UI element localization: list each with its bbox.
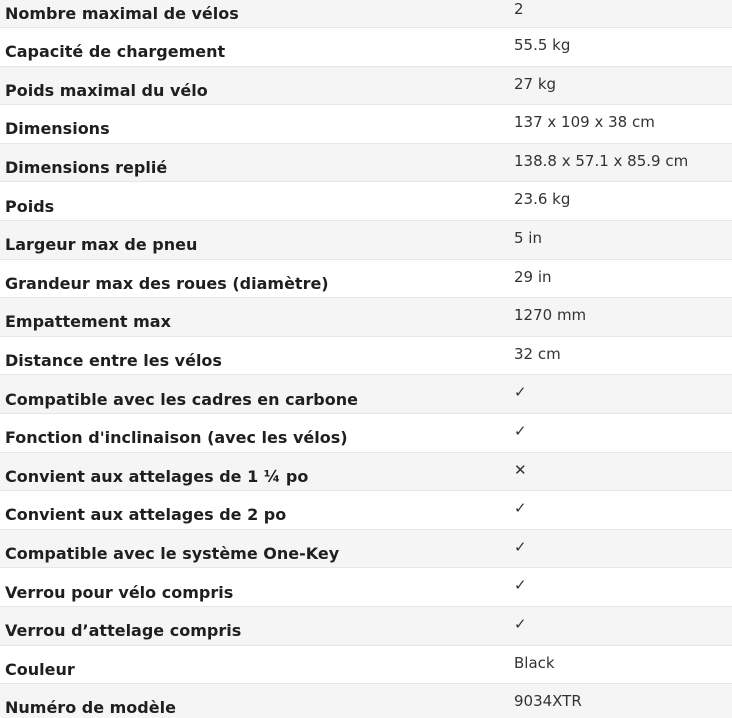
spec-label: Numéro de modèle <box>5 698 176 718</box>
spec-row <box>0 67 732 106</box>
checkmark-icon: ✓ <box>514 499 527 518</box>
checkmark-icon: ✓ <box>514 614 527 633</box>
spec-row <box>0 530 732 569</box>
spec-label: Verrou d’attelage compris <box>5 621 242 641</box>
spec-row <box>0 337 732 376</box>
spec-label: Dimensions replié <box>5 158 168 178</box>
spec-label: Convient aux attelages de 2 po <box>5 505 287 525</box>
spec-label: Couleur <box>5 659 75 679</box>
spec-value: Black <box>514 653 555 672</box>
cross-icon: ✕ <box>514 460 527 479</box>
spec-value: 29 in <box>514 267 552 286</box>
spec-row <box>0 144 732 183</box>
spec-label: Poids <box>5 196 55 216</box>
spec-value: 32 cm <box>514 344 561 363</box>
spec-label: Nombre maximal de vélos <box>5 4 239 23</box>
spec-label: Convient aux attelages de 1 ¼ po <box>5 466 309 486</box>
spec-label: Fonction d'inclinaison (avec les vélos) <box>5 428 348 448</box>
checkmark-icon: ✓ <box>514 421 527 440</box>
spec-row <box>0 0 732 28</box>
spec-value: 1270 mm <box>514 306 587 325</box>
spec-label: Compatible avec les cadres en carbone <box>5 389 358 409</box>
spec-label: Compatible avec le système One-Key <box>5 544 340 564</box>
checkmark-icon: ✓ <box>514 383 527 402</box>
spec-label: Verrou pour vélo compris <box>5 582 234 602</box>
spec-value: 137 x 109 x 38 cm <box>514 113 655 132</box>
spec-label: Distance entre les vélos <box>5 351 222 371</box>
spec-row <box>0 375 732 414</box>
spec-value: 55.5 kg <box>514 36 571 54</box>
spec-row <box>0 684 732 718</box>
spec-label: Largeur max de pneu <box>5 235 198 255</box>
spec-value: 2 <box>514 0 524 18</box>
spec-row <box>0 260 732 299</box>
spec-label: Poids maximal du vélo <box>5 80 208 100</box>
spec-row <box>0 182 732 221</box>
spec-row <box>0 298 732 337</box>
checkmark-icon: ✓ <box>514 537 527 556</box>
spec-row <box>0 414 732 453</box>
spec-row <box>0 646 732 685</box>
spec-row <box>0 568 732 607</box>
spec-row <box>0 607 732 646</box>
spec-row <box>0 491 732 530</box>
spec-row <box>0 221 732 260</box>
spec-row <box>0 453 732 492</box>
spec-label: Dimensions <box>5 119 110 139</box>
spec-value: 5 in <box>514 228 542 247</box>
spec-row <box>0 28 732 67</box>
spec-label: Empattement max <box>5 312 171 332</box>
spec-label: Capacité de chargement <box>5 42 226 62</box>
checkmark-icon: ✓ <box>514 576 527 595</box>
spec-row <box>0 105 732 144</box>
spec-value: 27 kg <box>514 74 557 93</box>
spec-value: 23.6 kg <box>514 190 571 209</box>
spec-value: 9034XTR <box>514 692 582 711</box>
spec-label: Grandeur max des roues (diamètre) <box>5 273 329 293</box>
spec-value: 138.8 x 57.1 x 85.9 cm <box>514 151 689 170</box>
